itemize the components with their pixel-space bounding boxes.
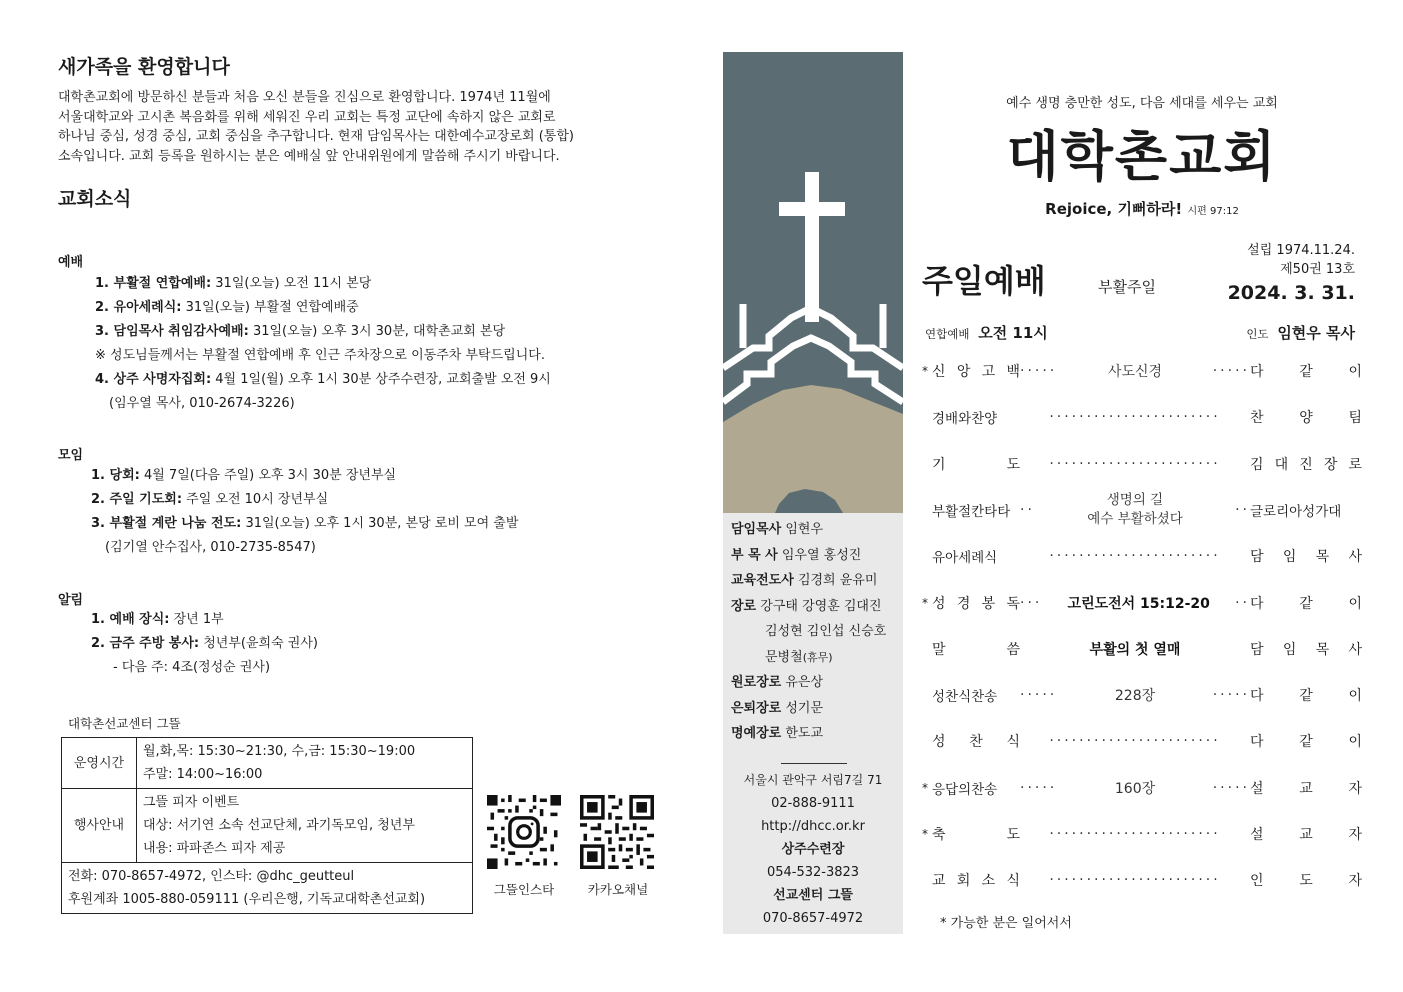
order-row bbox=[922, 865, 1362, 895]
order-item-person: 글로리아성가대 bbox=[1250, 503, 1342, 520]
order-item-person: 다 같 이 bbox=[1250, 364, 1362, 380]
retreat-phone: 054-532-3823 bbox=[766, 865, 860, 880]
order-item-name: 축 도 bbox=[932, 827, 1020, 843]
order-item-content: ······················· bbox=[1049, 548, 1221, 565]
order-item-name: 응답의찬송 bbox=[932, 781, 998, 798]
welcome-line: 대학촌교회에 방문하신 분들과 처음 오신 분들을 진심으로 환영합니다. 1974년 11월에 bbox=[58, 90, 551, 105]
list-item: ※ 성도님들께서는 부활절 연합예배 후 인근 주차장으로 이동주차 부탁드립니다. bbox=[95, 348, 545, 363]
order-item-name: 부활절칸타타 bbox=[932, 503, 1011, 520]
kakao-qr-icon[interactable] bbox=[580, 795, 654, 873]
worship-list bbox=[95, 272, 551, 416]
list-item: 2. 주일 기도회: 주일 오전 10시 장년부실 bbox=[91, 492, 329, 507]
list-item: (임우열 목사, 010-2674-3226) bbox=[109, 396, 295, 411]
order-item-name: 경배와찬양 bbox=[932, 411, 998, 428]
order-item-name: 말 씀 bbox=[932, 641, 1020, 658]
order-item-person: 다 같 이 bbox=[1250, 595, 1362, 612]
news-title: 교회소식 bbox=[58, 188, 132, 210]
staff-row: 명예장로 한도교 bbox=[731, 726, 824, 741]
theme-ref: 시편 97:12 bbox=[1187, 206, 1239, 217]
staff-row: 장로 강구태 강영훈 김대진 bbox=[731, 598, 882, 614]
list-item: - 다음 주: 4조(정성순 권사) bbox=[113, 660, 271, 675]
order-item-name: 성 찬 식 bbox=[932, 734, 1020, 751]
footnote: * 가능한 분은 일어서서 bbox=[940, 916, 1072, 931]
order-item-content: ······················· bbox=[1049, 733, 1221, 750]
staff-row: 원로장로 유은상 bbox=[731, 675, 824, 690]
order-row bbox=[922, 541, 1362, 571]
center-phone: 070-8657-4972 bbox=[762, 911, 864, 926]
order-row bbox=[922, 819, 1362, 849]
list-item: 1. 당회: 4월 7일(다음 주일) 오후 3시 30분 장년부실 bbox=[91, 468, 397, 483]
meeting-heading: 모임 bbox=[58, 448, 84, 463]
order-item-person: 담 임 목 사 bbox=[1250, 641, 1362, 658]
worship-heading: 예배 bbox=[58, 255, 84, 270]
list-item: 3. 담임목사 취임감사예배: 31일(오늘) 오후 3시 30분, 대학촌교회 본당 bbox=[95, 324, 506, 339]
instagram-qr-label: 그뜰인스타 bbox=[493, 882, 555, 897]
list-item: 2. 유아세례식: 31일(오늘) 부활절 연합예배중 bbox=[95, 300, 359, 315]
welcome-paragraph bbox=[58, 88, 678, 166]
staff-row: 교육전도사 김경희 윤유미 bbox=[731, 573, 878, 588]
order-item-content: ······················· bbox=[1049, 872, 1221, 889]
order-item-person: 설 교 자 bbox=[1250, 780, 1362, 797]
service-title: 주일예배 bbox=[922, 262, 1046, 300]
order-item-content: ··· 고린도전서 15:12-20 ·· bbox=[1020, 594, 1250, 612]
notice-list bbox=[91, 608, 318, 680]
theme-line bbox=[922, 198, 1362, 219]
address: 서울시 관악구 서림7길 71 bbox=[743, 773, 883, 787]
staff-row: 김성현 김인섭 신승호 bbox=[765, 624, 887, 639]
staff-list bbox=[731, 517, 886, 747]
church-name: 대학촌교회 bbox=[1006, 125, 1278, 188]
motto: 예수 생명 충만한 성도, 다음 세대를 세우는 교회 bbox=[1006, 96, 1278, 111]
order-item-person: 다 같 이 bbox=[1250, 688, 1362, 705]
order-row bbox=[922, 634, 1362, 664]
founded: 설립 1974.11.24. bbox=[1247, 243, 1355, 258]
service-subtitle: 부활주일 bbox=[1098, 278, 1156, 296]
list-item: 1. 예배 장식: 장년 1부 bbox=[91, 612, 224, 627]
order-item-person: 인 도 자 bbox=[1250, 873, 1362, 890]
order-row bbox=[922, 726, 1362, 756]
standing-mark: * bbox=[922, 827, 928, 841]
order-row bbox=[922, 356, 1362, 386]
order-item-name: 신 앙 고 백 bbox=[932, 364, 1020, 380]
service-leader: 인도 임현우 목사 bbox=[1246, 324, 1355, 342]
staff-row: 문병철(휴무) bbox=[765, 649, 833, 665]
order-item-name: 성찬식찬송 bbox=[932, 689, 998, 706]
list-item: 4. 상주 사명자집회: 4월 1일(월) 오후 1시 30분 상주수련장, 교회출발 오전 9시 bbox=[95, 372, 551, 387]
staff-panel bbox=[723, 513, 903, 934]
event-label: 행사안내 bbox=[62, 789, 137, 863]
order-row bbox=[922, 490, 1362, 530]
order-item-content: ······················· bbox=[1049, 826, 1221, 842]
kakao-qr-label: 카카오채널 bbox=[587, 882, 649, 897]
order-item-name: 유아세례식 bbox=[932, 550, 998, 567]
event-value: 그뜰 피자 이벤트 대상: 서기연 소속 선교단체, 과기독모임, 청년부 내용: 파파존스 피자 제공 bbox=[137, 789, 473, 863]
hours-label: 운영시간 bbox=[62, 738, 137, 789]
bulletin-date: 2024. 3. 31. bbox=[1227, 282, 1355, 304]
order-item-content: ······················· bbox=[1049, 409, 1221, 426]
welcome-line: 하나님 중심, 성경 중심, 교회 중심을 추구합니다. 현재 담임목사는 대한예수교장로회 (통합) bbox=[58, 129, 574, 144]
order-item-content: ····· 사도신경 ····· bbox=[1020, 363, 1250, 380]
order-row bbox=[922, 773, 1362, 803]
welcome-line: 소속입니다. 교회 등록을 원하시는 분은 예배실 앞 안내위원에게 말씀해 주시기 바랍니다. bbox=[58, 148, 560, 164]
retreat-name: 상주수련장 bbox=[781, 842, 845, 857]
order-item-name: 기 도 bbox=[932, 456, 1020, 473]
order-row bbox=[922, 402, 1362, 432]
standing-mark: * bbox=[922, 780, 928, 795]
order-item-person: 다 같 이 bbox=[1250, 734, 1362, 751]
phone: 02-888-9111 bbox=[771, 796, 855, 811]
order-item-person: 담 임 목 사 bbox=[1250, 549, 1362, 566]
list-item: 3. 부활절 계란 나눔 전도: 31일(오늘) 오후 1시 30분, 본당 로비 모여 출발 bbox=[91, 516, 519, 531]
service-time: 연합예배 오전 11시 bbox=[925, 324, 1048, 342]
instagram-qr-icon[interactable] bbox=[487, 795, 561, 873]
order-item-name: 교 회 소 식 bbox=[932, 873, 1020, 890]
staff-row: 은퇴장로 성기문 bbox=[731, 700, 824, 716]
order-item-content: ····· 160장 ····· bbox=[1020, 779, 1250, 797]
church-contact bbox=[723, 769, 903, 930]
order-item-person: 김 대 진 장 로 bbox=[1250, 456, 1362, 473]
staff-divider bbox=[781, 763, 847, 764]
mission-contact: 전화: 070-8657-4972, 인스타: @dhc_geutteul 후원계좌 1005-880-059111 (우리은행, 기독교대학촌선교회) bbox=[62, 863, 473, 914]
hours-value: 월,화,목: 15:30~21:30, 수,금: 15:30~19:00 주말: 14:00~16:00 bbox=[137, 738, 473, 789]
welcome-line: 서울대학교와 고시촌 복음화를 위해 세워진 우리 교회는 특정 교단에 속하지 않은 교회로 bbox=[58, 109, 556, 125]
list-item: 2. 금주 주방 봉사: 청년부(윤희숙 권사) bbox=[91, 636, 318, 651]
cross-illustration bbox=[723, 52, 903, 513]
cross-banner bbox=[723, 52, 903, 513]
website-link[interactable]: http://dhcc.or.kr bbox=[761, 819, 865, 834]
meeting-list bbox=[91, 464, 518, 560]
welcome-title: 새가족을 환영합니다 bbox=[58, 56, 230, 78]
order-row bbox=[922, 680, 1362, 710]
mission-center-table bbox=[61, 737, 473, 914]
order-item-name: 성 경 봉 독 bbox=[932, 595, 1020, 612]
staff-row: 담임목사 임현우 bbox=[731, 522, 824, 537]
order-item-person: 설 교 자 bbox=[1250, 827, 1362, 843]
order-item-content: 부활의 첫 열매 bbox=[1089, 641, 1181, 658]
volume: 제50권 13호 bbox=[1280, 262, 1355, 277]
list-item: 1. 부활절 연합예배: 31일(오늘) 오전 11시 본당 bbox=[95, 276, 372, 291]
order-row bbox=[922, 449, 1362, 479]
staff-row: 부 목 사 임우열 홍성진 bbox=[731, 547, 862, 563]
list-item: (김기열 안수집사, 010-2735-8547) bbox=[105, 540, 316, 555]
order-row bbox=[922, 588, 1362, 618]
order-item-content: ······················· bbox=[1049, 455, 1221, 472]
order-item-content: ·· 생명의 길 예수 부활하셨다 ·· bbox=[1020, 491, 1250, 527]
standing-mark: * bbox=[922, 595, 928, 610]
standing-mark: * bbox=[922, 364, 928, 378]
theme: Rejoice, 기뻐하라! bbox=[1045, 200, 1183, 218]
order-item-content: ····· 228장 ····· bbox=[1020, 687, 1250, 705]
center-name: 선교센터 그뜰 bbox=[773, 888, 853, 903]
mission-center-title: 대학촌선교센터 그뜰 bbox=[68, 716, 181, 731]
notice-heading: 알림 bbox=[58, 593, 84, 608]
order-item-person: 찬 양 팀 bbox=[1250, 410, 1362, 427]
